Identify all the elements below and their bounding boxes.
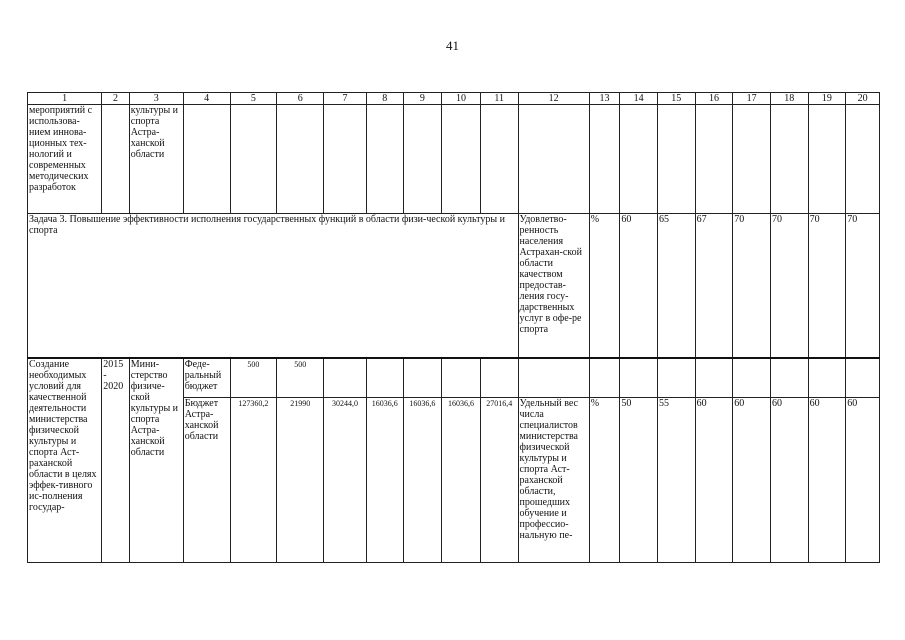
indicator-cell: Удельный вес числа специалистов министерства физической культуры и спорта Аст-раханской области, прошедших обучение и профессио-нальную пе- <box>518 398 589 563</box>
funding-value-cell: 16036,6 <box>442 398 481 563</box>
task-title: Задача 3. Повышение эффективности исполнения государственных функций в области физи-ческой культуры и спорта <box>28 214 519 359</box>
column-number-row <box>28 93 880 105</box>
header-cell: 5 <box>230 93 277 105</box>
funding-value-cell: 16036,6 <box>366 398 403 563</box>
header-cell: 17 <box>733 93 771 105</box>
empty-cell <box>324 358 367 398</box>
empty-cell <box>480 105 518 214</box>
target-value-cell: 70 <box>846 214 880 359</box>
empty-cell <box>657 358 695 398</box>
empty-cell <box>442 105 481 214</box>
unit-cell: % <box>589 214 620 359</box>
empty-cell <box>366 105 403 214</box>
header-cell: 13 <box>589 93 620 105</box>
target-value-cell: 67 <box>695 214 733 359</box>
target-value-cell: 60 <box>620 214 658 359</box>
header-cell: 1 <box>28 93 102 105</box>
funding-value-cell: 27016,4 <box>480 398 518 563</box>
empty-cell <box>518 105 589 214</box>
empty-cell <box>695 105 733 214</box>
empty-cell <box>657 105 695 214</box>
empty-cell <box>733 105 771 214</box>
header-cell: 6 <box>277 93 324 105</box>
header-cell: 10 <box>442 93 481 105</box>
empty-cell <box>770 358 808 398</box>
header-cell: 18 <box>770 93 808 105</box>
target-value-cell: 60 <box>770 398 808 563</box>
header-cell: 11 <box>480 93 518 105</box>
indicator-cell: Удовлетво-ренность населения Астрахан-ской области качеством предостав-ления госу-дарственных услуг в офе-ре спорта <box>518 214 589 359</box>
target-value-cell: 60 <box>808 398 846 563</box>
empty-cell <box>366 358 403 398</box>
empty-cell <box>324 105 367 214</box>
funding-source-cell: Феде-ральный бюджет <box>183 358 230 398</box>
empty-cell <box>846 358 880 398</box>
funding-value-cell: 30244,0 <box>324 398 367 563</box>
target-value-cell: 60 <box>846 398 880 563</box>
empty-cell <box>695 358 733 398</box>
empty-cell <box>589 105 620 214</box>
header-cell: 9 <box>403 93 442 105</box>
target-value-cell: 60 <box>733 398 771 563</box>
empty-cell <box>403 105 442 214</box>
target-value-cell: 70 <box>733 214 771 359</box>
target-value-cell: 50 <box>620 398 658 563</box>
header-cell: 4 <box>183 93 230 105</box>
empty-cell <box>846 105 880 214</box>
measure-name-cell: мероприятий с использова-нием иннова-ционных тех-нологий и современных методических разработок <box>28 105 102 214</box>
executor-cell: культуры и спорта Астра-ханской области <box>129 105 183 214</box>
funding-value-cell: 16036,6 <box>403 398 442 563</box>
empty-cell <box>480 358 518 398</box>
task-row <box>28 214 880 359</box>
empty-cell <box>808 358 846 398</box>
target-value-cell: 60 <box>695 398 733 563</box>
measure-row-federal <box>28 358 880 398</box>
executor-cell: Мини-стерство физиче-ской культуры и спорта Астра-ханской области <box>129 358 183 563</box>
empty-cell <box>589 358 620 398</box>
header-cell: 7 <box>324 93 367 105</box>
header-cell: 8 <box>366 93 403 105</box>
funding-source-cell: Бюджет Астра-ханской области <box>183 398 230 563</box>
unit-cell: % <box>589 398 620 563</box>
funding-value-cell: 500 <box>277 358 324 398</box>
header-cell: 15 <box>657 93 695 105</box>
header-cell: 16 <box>695 93 733 105</box>
target-value-cell: 65 <box>657 214 695 359</box>
page-number: 41 <box>446 38 459 53</box>
empty-cell <box>183 105 230 214</box>
empty-cell <box>442 358 481 398</box>
continuation-row <box>28 105 880 214</box>
header-cell: 20 <box>846 93 880 105</box>
empty-cell <box>102 105 129 214</box>
header-cell: 2 <box>102 93 129 105</box>
target-value-cell: 70 <box>808 214 846 359</box>
empty-cell <box>230 105 277 214</box>
empty-cell <box>277 105 324 214</box>
target-value-cell: 70 <box>770 214 808 359</box>
header-cell: 19 <box>808 93 846 105</box>
program-table <box>27 92 880 563</box>
funding-value-cell: 500 <box>230 358 277 398</box>
target-value-cell: 55 <box>657 398 695 563</box>
empty-cell <box>518 358 589 398</box>
measure-name-cell: Создание необходимых условий для качественной деятельности министерства физической культуры и спорта Аст-раханской области в целях эффек-тивного ис-полнения государ- <box>28 358 102 563</box>
empty-cell <box>808 105 846 214</box>
empty-cell <box>403 358 442 398</box>
empty-cell <box>733 358 771 398</box>
empty-cell <box>620 105 658 214</box>
header-cell: 14 <box>620 93 658 105</box>
header-cell: 12 <box>518 93 589 105</box>
funding-value-cell: 21990 <box>277 398 324 563</box>
header-cell: 3 <box>129 93 183 105</box>
funding-value-cell: 127360,2 <box>230 398 277 563</box>
period-cell: 2015 - 2020 <box>102 358 129 563</box>
empty-cell <box>770 105 808 214</box>
empty-cell <box>620 358 658 398</box>
